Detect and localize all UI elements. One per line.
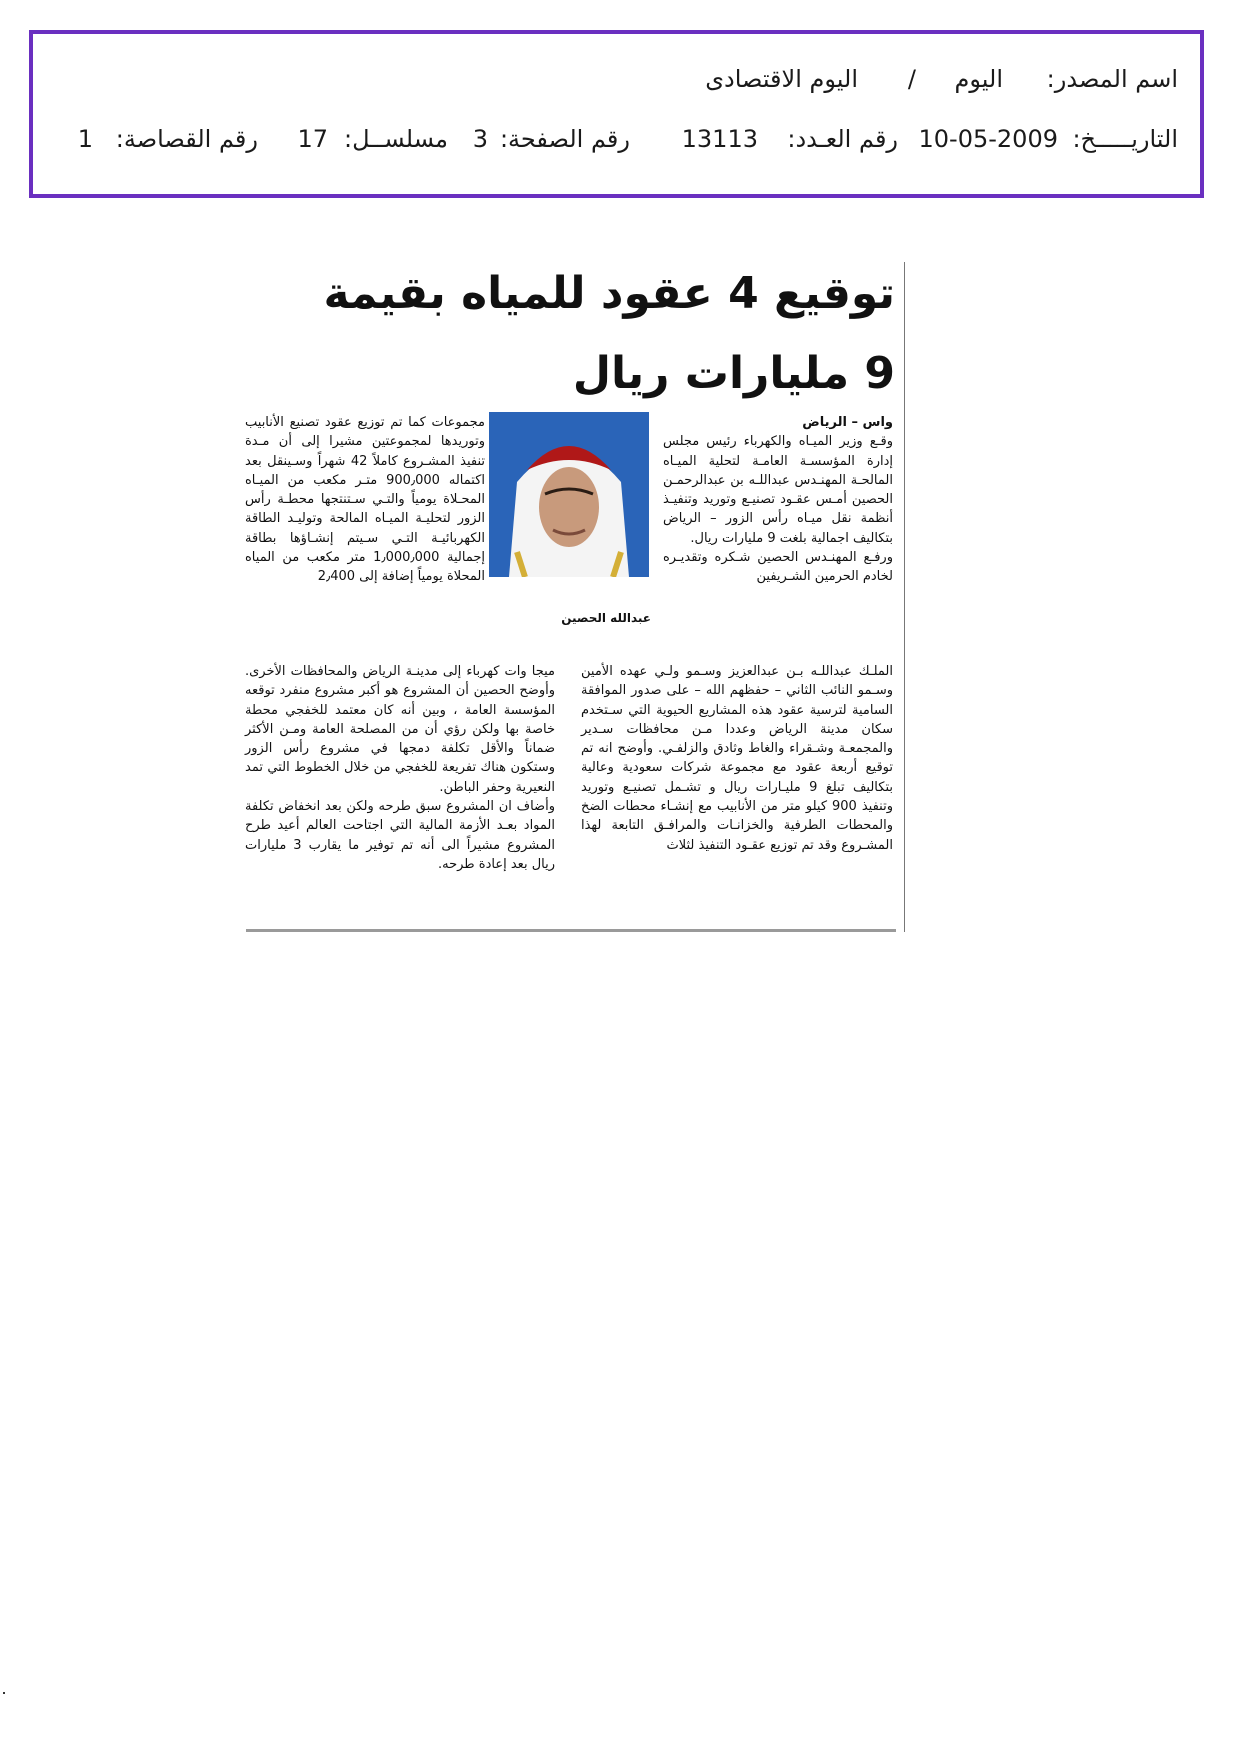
paragraph-3: مجموعات كما تم توزيع عقود تصنيع الأنابيب وتوريدها لمجموعتين مشيرا إلى أن مـدة تنفيذ المشـروع كاملاً 42 شهراً وسـينقل بعد اكتماله 900٫000 متـر مكعب من الميـاه المحـلاة يومياً والتـي سـتنتجها محطـة رأس الزور لتحليـة الميـاه المالحة وتوليـد الطاقة الكهربائيـة التـي سـيتم إنشـاؤها بطاقة إجمالية 1٫000٫000 متر مكعب من المياه المحلاة يومياً إضافة إلى 2٫400	[245, 415, 486, 585]
paragraph-1: وقـع وزير الميـاه والكهرباء رئيس مجلس إدارة المؤسسـة العامـة لتحلية الميـاه المالحـة المهنـدس عبداللـه بن عبدالرحمـن الحصين أمـس عقـود تصنيـع وتوريد وتنفيـذ أنظمة نقل ميـاه رأس الزور – الرياض بتكاليف اجمالية بلغت 9 مليارات ريال.	[663, 434, 893, 546]
dateline: واس – الرياض	[802, 415, 893, 430]
scan-mark	[3, 1692, 5, 1694]
clipping-header-box	[29, 30, 1204, 198]
date-label: التاريـــــخ:	[1072, 125, 1178, 153]
news-article	[245, 262, 905, 932]
source-label: اسم المصدر:	[1046, 65, 1178, 93]
article-right-column	[663, 413, 893, 587]
photo-caption: عبدالله الحصين	[561, 611, 651, 625]
portrait-photo-illustration	[489, 412, 649, 577]
headline-line-1: توقيع 4 عقود للمياه بقيمة	[323, 268, 895, 319]
clip-label: رقم القصاصة:	[115, 125, 258, 153]
headline-line-2: 9 مليارات ريال	[572, 348, 895, 399]
page-label: رقم الصفحة:	[499, 125, 630, 153]
paragraph-5: وأضاف ان المشروع سبق طرحه ولكن بعد انخفاض تكلفة المواد بعـد الأزمة المالية التي اجتاحت العالم أعيد طرح المشروع مشيراً الى أنه تم توفير ما يقارب 3 مليارات ريال بعد إعادة طرحه.	[245, 799, 555, 872]
paragraph-2b: الملـك عبداللـه بـن عبدالعزيز وسـمو ولـي عهده الأمين وسـمو النائب الثاني – حفظهم الله – على صدور الموافقة السامية لترسية عقود هذه المشاريع الحيوية التي سـتخدم سكان مدينة الرياض وعددا مـن محافظات سـدير والمجمعـة وشـقراء والغاط وثادق والزلفـي. وأوضح انه تم توقيع أربعة عقود مع مجموعة شركات سعودية وعالية بتكاليف تبلغ 9 مليـارات ريال و تشـمل تصنيـع وتوريد وتنفيذ 900 كيلو متر من الأنابيب مع إنشـاء محطات الضخ والمحطات الطرفية والخزانـات والمرافـق التابعة لهذا المشـروع وقد تم توزيع عقـود التنفيذ لثلاث	[581, 664, 893, 853]
article-left-column-lower	[245, 662, 555, 874]
article-right-column-lower	[581, 662, 893, 855]
serial-value: 17	[297, 125, 328, 153]
source-separator: /	[907, 65, 916, 93]
article-bottom-rule	[246, 929, 896, 932]
source-name: اليوم	[954, 65, 1003, 93]
article-left-column	[245, 413, 485, 587]
portrait-photo	[489, 412, 649, 577]
header-source-row	[58, 64, 1178, 94]
header-details-row	[58, 124, 1178, 154]
source-section: اليوم الاقتصادى	[705, 65, 858, 93]
issue-value: 13113	[681, 125, 758, 153]
paragraph-4: ميجا وات كهرباء إلى مدينـة الرياض والمحافظات الأخرى. وأوضح الحصين أن المشروع هو أكبر مشروع منفرد توقعه المؤسسة العامة ، وبين أنه كان معتمد للخفجي محطة خاصة بها ولكن رؤي أن من المصلحة العامة ومـن الأكثر ضماناً والأقل تكلفة دمجها في مشروع رأس الزور وستكون هناك تفريعة للخفجي من خلال الخطوط التي تمد النعيرية وحفر الباطن.	[245, 664, 555, 795]
clip-value: 1	[77, 125, 93, 153]
page-value: 3	[472, 125, 488, 153]
date-value: 10-05-2009	[918, 125, 1058, 153]
serial-label: مسلســل:	[344, 125, 448, 153]
issue-label: رقم العـدد:	[787, 125, 898, 153]
paragraph-2a: ورفـع المهنـدس الحصين شـكره وتقديـره لخادم الحرمين الشـريفين	[663, 550, 893, 585]
